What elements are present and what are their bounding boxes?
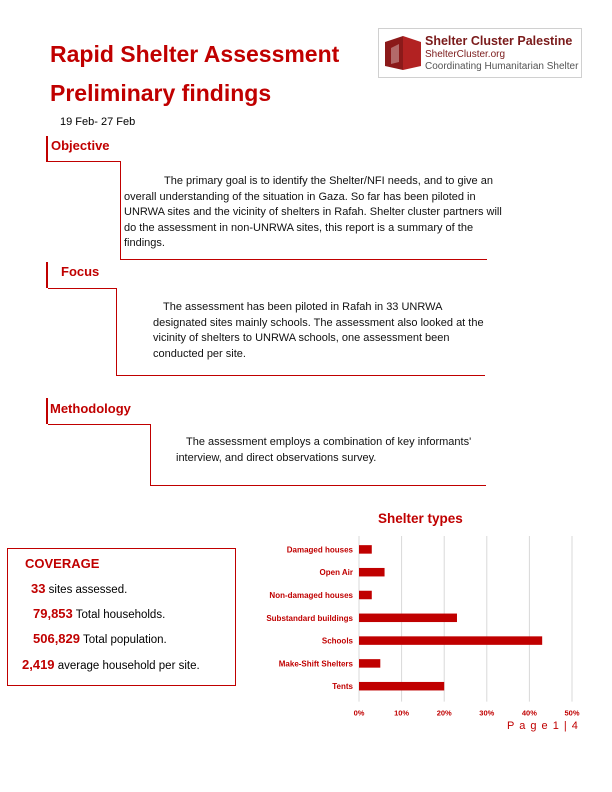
x-tick-label: 50% xyxy=(564,708,580,718)
category-label: Tents xyxy=(332,682,353,692)
bar xyxy=(359,636,542,645)
shelter-types-chart xyxy=(250,530,600,720)
category-label: Make-Shift Shelters xyxy=(278,659,353,669)
methodology-rule-side xyxy=(150,424,151,485)
page-title: Rapid Shelter Assessment xyxy=(50,41,340,67)
coverage-label: Total households. xyxy=(75,609,166,621)
objective-rule-bottom xyxy=(120,259,487,260)
focus-accent-bar xyxy=(46,262,48,288)
date-range: 19 Feb- 27 Feb xyxy=(60,116,136,128)
objective-rule-side xyxy=(120,161,121,259)
book-logo-icon xyxy=(383,34,423,72)
logo-name: Shelter Cluster Palestine xyxy=(425,34,573,48)
objective-rule-top xyxy=(48,161,120,162)
coverage-value: 33 xyxy=(31,581,46,596)
focus-rule-bottom xyxy=(116,375,485,376)
methodology-accent-bar xyxy=(46,398,48,424)
category-label: Schools xyxy=(321,636,353,646)
logo-site: ShelterCluster.org xyxy=(425,49,506,60)
shelter-cluster-logo xyxy=(378,28,582,78)
methodology-rule-bottom xyxy=(150,485,486,486)
focus-rule-side xyxy=(116,288,117,375)
methodology-body: The assessment employs a combination of key informants' interview, and direct observations survey. xyxy=(176,436,472,464)
coverage-row-average xyxy=(22,657,200,672)
coverage-row-households xyxy=(33,606,165,621)
chart-title: Shelter types xyxy=(378,511,463,526)
focus-body: The assessment has been piloted in Rafah in 33 UNRWA designated sites mainly schools. The assessment also looked at the vicinity of shelters to UNRWA schools, one assessment been conducted per site. xyxy=(153,301,484,360)
coverage-label: sites assessed. xyxy=(48,584,128,596)
focus-heading: Focus xyxy=(61,264,100,279)
x-tick-label: 0% xyxy=(353,708,365,718)
category-label: Substandard buildings xyxy=(266,613,353,623)
coverage-value: 506,829 xyxy=(33,631,80,646)
bar xyxy=(359,682,444,691)
objective-accent-bar xyxy=(46,136,48,162)
bar xyxy=(359,614,457,623)
page-number: P a g e 1 | 4 xyxy=(507,720,579,732)
x-tick-label: 40% xyxy=(521,708,537,718)
coverage-row-population xyxy=(33,631,167,646)
x-tick-label: 20% xyxy=(436,708,452,718)
bar xyxy=(359,568,385,577)
objective-heading: Objective xyxy=(51,138,110,153)
bar xyxy=(359,545,372,554)
coverage-value: 2,419 xyxy=(22,657,55,672)
objective-body: The primary goal is to identify the Shelter/NFI needs, and to give an overall understanding of the situation in Gaza. So far has been piloted in UNRWA sites and the vicinity of shelters in Rafah. Shelter cluster partners will do the assessment in non-UNRWA sites, this report is a summary of the findings. xyxy=(124,175,502,249)
coverage-label: Total population. xyxy=(83,634,167,646)
methodology-heading: Methodology xyxy=(50,401,131,416)
x-tick-label: 30% xyxy=(479,708,495,718)
coverage-label: average household per site. xyxy=(57,660,200,672)
coverage-row-sites xyxy=(31,581,127,596)
coverage-title: COVERAGE xyxy=(25,556,100,571)
x-tick-label: 10% xyxy=(394,708,410,718)
category-label: Open Air xyxy=(319,568,353,578)
bar xyxy=(359,591,372,600)
page-subtitle: Preliminary findings xyxy=(50,80,272,106)
logo-tagline: Coordinating Humanitarian Shelter xyxy=(425,61,579,72)
focus-rule-top xyxy=(48,288,116,289)
methodology-rule-top xyxy=(48,424,150,425)
category-label: Damaged houses xyxy=(286,545,353,555)
category-label: Non-damaged houses xyxy=(269,591,353,600)
coverage-value: 79,853 xyxy=(33,606,73,621)
bar xyxy=(359,659,380,668)
